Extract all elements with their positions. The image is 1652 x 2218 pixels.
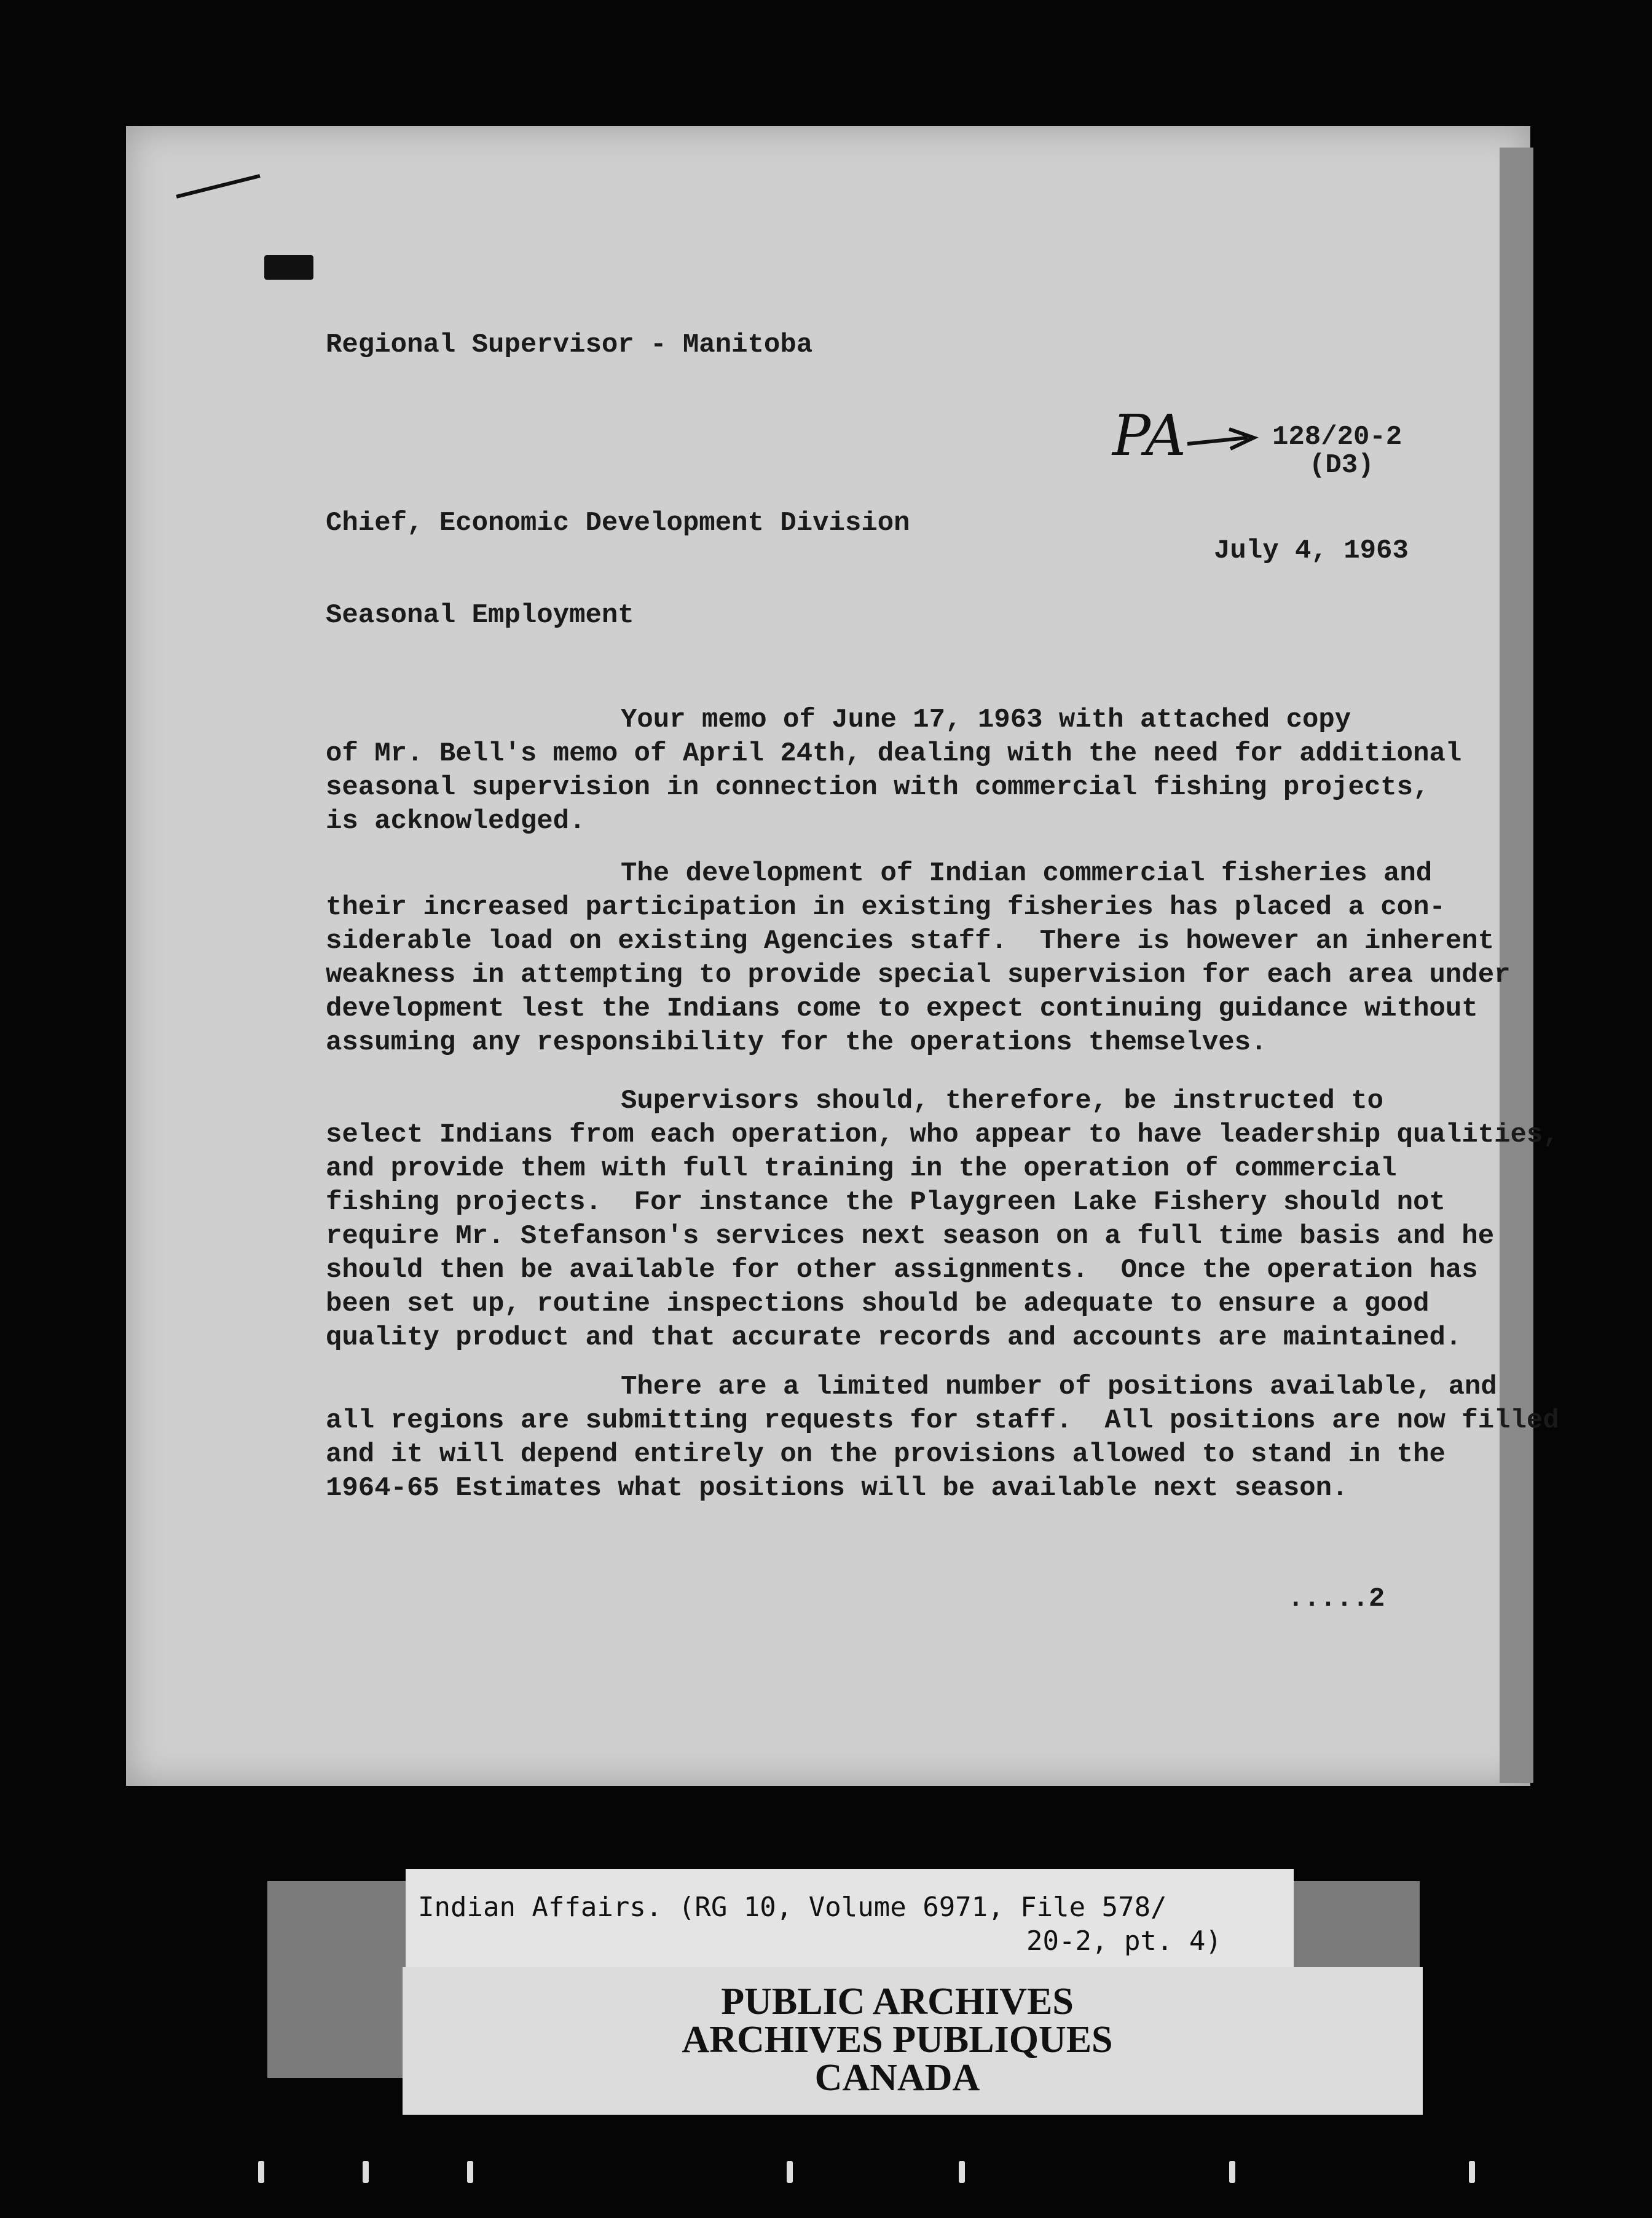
film-sprocket bbox=[363, 2161, 369, 2183]
memo-to: Regional Supervisor - Manitoba bbox=[326, 330, 813, 360]
handwritten-arrow-icon bbox=[1186, 424, 1260, 455]
paragraph-4-line: There are a limited number of positions available, and bbox=[621, 1371, 1497, 1402]
file-suffix: (D3) bbox=[1309, 450, 1374, 481]
film-sprocket bbox=[467, 2161, 473, 2183]
paragraph-2-line: weakness in attempting to provide special supervision for each area under bbox=[326, 960, 1511, 990]
file-number: 128/20-2 bbox=[1272, 422, 1402, 452]
paragraph-1-line: of Mr. Bell's memo of April 24th, dealing with the need for additional bbox=[326, 738, 1462, 769]
paragraph-3-line: Supervisors should, therefore, be instructed to bbox=[621, 1086, 1384, 1116]
citation-line-2: 20-2, pt. 4) bbox=[1026, 1925, 1222, 1957]
film-sprocket bbox=[959, 2161, 965, 2183]
paragraph-2-line: development lest the Indians come to expect continuing guidance without bbox=[326, 993, 1478, 1024]
paragraph-3-line: should then be available for other assignments. Once the operation has bbox=[326, 1255, 1478, 1285]
paragraph-4-line: and it will depend entirely on the provisions allowed to stand in the bbox=[326, 1439, 1446, 1470]
paragraph-2-line: The development of Indian commercial fisheries and bbox=[621, 858, 1433, 889]
stamp-line-1: PUBLIC ARCHIVES bbox=[721, 1981, 1074, 2023]
memo-from: Chief, Economic Development Division bbox=[326, 508, 910, 539]
paragraph-3-line: fishing projects. For instance the Playgreen Lake Fishery should not bbox=[326, 1187, 1446, 1218]
staple-mark bbox=[264, 255, 313, 280]
memo-date: July 4, 1963 bbox=[1214, 535, 1409, 566]
continuation-marker: .....2 bbox=[1288, 1584, 1385, 1614]
paragraph-4-line: all regions are submitting requests for staff. All positions are now filled bbox=[326, 1405, 1559, 1436]
paragraph-3-line: and provide them with full training in the operation of commercial bbox=[326, 1153, 1397, 1184]
memo-subject: Seasonal Employment bbox=[326, 600, 634, 631]
handwritten-annotation: PA bbox=[1112, 403, 1186, 468]
film-sprocket bbox=[1229, 2161, 1235, 2183]
paragraph-2-line: siderable load on existing Agencies staff. There is however an inherent bbox=[326, 926, 1495, 957]
citation-line-1: Indian Affairs. (RG 10, Volume 6971, File 578/ bbox=[418, 1892, 1167, 1923]
paragraph-3-line: require Mr. Stefanson's services next season on a full time basis and he bbox=[326, 1221, 1495, 1252]
stamp-line-3: CANADA bbox=[814, 2057, 980, 2099]
film-sprocket bbox=[1469, 2161, 1475, 2183]
paragraph-1-line: is acknowledged. bbox=[326, 806, 586, 837]
stamp-line-2: ARCHIVES PUBLIQUES bbox=[682, 2019, 1113, 2061]
paragraph-3-line: quality product and that accurate records and accounts are maintained. bbox=[326, 1322, 1462, 1353]
paragraph-4-line: 1964-65 Estimates what positions will be available next season. bbox=[326, 1473, 1348, 1504]
paragraph-3-line: been set up, routine inspections should be adequate to ensure a good bbox=[326, 1289, 1430, 1319]
paragraph-1-line: seasonal supervision in connection with commercial fishing projects, bbox=[326, 772, 1430, 803]
paragraph-2-line: their increased participation in existing fisheries has placed a con- bbox=[326, 892, 1446, 923]
film-sprocket bbox=[258, 2161, 264, 2183]
paragraph-2-line: assuming any responsibility for the operations themselves. bbox=[326, 1027, 1267, 1058]
paragraph-3-line: select Indians from each operation, who appear to have leadership qualities, bbox=[326, 1119, 1559, 1150]
film-sprocket bbox=[787, 2161, 793, 2183]
paragraph-1-line: Your memo of June 17, 1963 with attached copy bbox=[621, 704, 1351, 735]
